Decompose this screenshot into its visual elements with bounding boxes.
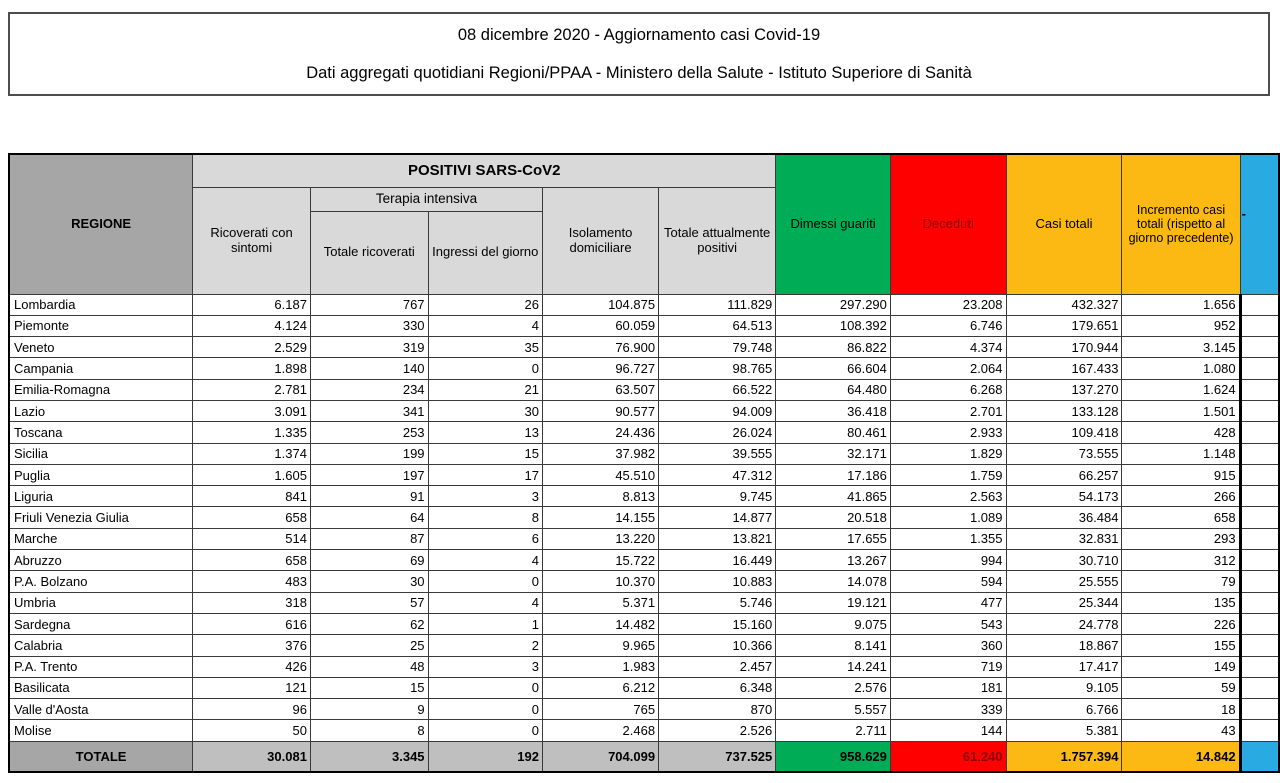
value-cell: 197 [310, 464, 428, 485]
value-cell: 2.526 [659, 720, 776, 741]
value-cell: 9.105 [1006, 677, 1122, 698]
region-name: Basilicata [9, 677, 193, 698]
value-cell: 870 [659, 699, 776, 720]
totale-cut-column-cell [1240, 741, 1279, 772]
value-cell: 8 [310, 720, 428, 741]
value-cell: 2.701 [890, 400, 1006, 421]
value-cell: 167.433 [1006, 358, 1122, 379]
totale-value-cell: 1.757.394 [1006, 741, 1122, 772]
value-cell: 1.898 [193, 358, 311, 379]
value-cell: 57 [310, 592, 428, 613]
region-name: Calabria [9, 635, 193, 656]
totale-value-cell: 704.099 [543, 741, 659, 772]
value-cell: 43 [1122, 720, 1240, 741]
value-cell: 312 [1122, 550, 1240, 571]
totale-value-cell: 14.842 [1122, 741, 1240, 772]
value-cell: 14.877 [659, 507, 776, 528]
region-name: Liguria [9, 486, 193, 507]
value-cell: 2.576 [776, 677, 891, 698]
value-cell: 10.370 [543, 571, 659, 592]
table-row [9, 571, 1279, 592]
value-cell: 1.148 [1122, 443, 1240, 464]
value-cell: 4 [428, 315, 542, 336]
value-cell: 1.624 [1122, 379, 1240, 400]
value-cell: 66.522 [659, 379, 776, 400]
value-cell: 2.563 [890, 486, 1006, 507]
value-cell: 96.727 [543, 358, 659, 379]
value-cell: 1.759 [890, 464, 1006, 485]
value-cell: 135 [1122, 592, 1240, 613]
value-cell: 1.355 [890, 528, 1006, 549]
region-name: Emilia-Romagna [9, 379, 193, 400]
value-cell: 66.257 [1006, 464, 1122, 485]
cut-column-fragment: - [1241, 206, 1246, 221]
value-cell: 18 [1122, 699, 1240, 720]
value-cell: 32.831 [1006, 528, 1122, 549]
cut-column-cell [1240, 571, 1279, 592]
value-cell: 25 [310, 635, 428, 656]
value-cell: 253 [310, 422, 428, 443]
cut-column-cell [1240, 613, 1279, 634]
value-cell: 14.078 [776, 571, 891, 592]
table-row [9, 507, 1279, 528]
table-row [9, 464, 1279, 485]
value-cell: 5.746 [659, 592, 776, 613]
value-cell: 483 [193, 571, 311, 592]
table-row [9, 358, 1279, 379]
totale-row [9, 741, 1279, 772]
value-cell: 2.468 [543, 720, 659, 741]
value-cell: 13.267 [776, 550, 891, 571]
cut-column-cell [1240, 443, 1279, 464]
value-cell: 62 [310, 613, 428, 634]
value-cell: 658 [1122, 507, 1240, 528]
value-cell: 20.518 [776, 507, 891, 528]
value-cell: 6.212 [543, 677, 659, 698]
value-cell: 14.482 [543, 613, 659, 634]
value-cell: 360 [890, 635, 1006, 656]
value-cell: 60.059 [543, 315, 659, 336]
header-isolamento-domiciliare: Isolamento domiciliare [543, 187, 659, 294]
value-cell: 9.075 [776, 613, 891, 634]
value-cell: 66.604 [776, 358, 891, 379]
value-cell: 23.208 [890, 294, 1006, 315]
header-totale-attualmente-positivi: Totale attualmente positivi [659, 187, 776, 294]
value-cell: 19.121 [776, 592, 891, 613]
value-cell: 10.883 [659, 571, 776, 592]
value-cell: 543 [890, 613, 1006, 634]
value-cell: 121 [193, 677, 311, 698]
value-cell: 432.327 [1006, 294, 1122, 315]
region-name: Campania [9, 358, 193, 379]
value-cell: 9.965 [543, 635, 659, 656]
value-cell: 48 [310, 656, 428, 677]
value-cell: 915 [1122, 464, 1240, 485]
region-name: Umbria [9, 592, 193, 613]
value-cell: 25.344 [1006, 592, 1122, 613]
value-cell: 0 [428, 677, 542, 698]
value-cell: 104.875 [543, 294, 659, 315]
table-row [9, 528, 1279, 549]
value-cell: 6 [428, 528, 542, 549]
value-cell: 108.392 [776, 315, 891, 336]
value-cell: 64.480 [776, 379, 891, 400]
value-cell: 426 [193, 656, 311, 677]
value-cell: 45.510 [543, 464, 659, 485]
cut-column-cell [1240, 464, 1279, 485]
value-cell: 181 [890, 677, 1006, 698]
value-cell: 21 [428, 379, 542, 400]
value-cell: 30 [310, 571, 428, 592]
table-row [9, 550, 1279, 571]
cut-column-cell [1240, 486, 1279, 507]
value-cell: 26.024 [659, 422, 776, 443]
cut-column-cell [1240, 528, 1279, 549]
value-cell: 1.080 [1122, 358, 1240, 379]
value-cell: 133.128 [1006, 400, 1122, 421]
value-cell: 1.983 [543, 656, 659, 677]
header-totale-ricoverati: Totale ricoverati [310, 211, 428, 294]
value-cell: 36.418 [776, 400, 891, 421]
value-cell: 179.651 [1006, 315, 1122, 336]
value-cell: 79.748 [659, 337, 776, 358]
value-cell: 17.417 [1006, 656, 1122, 677]
region-name: Molise [9, 720, 193, 741]
value-cell: 30 [428, 400, 542, 421]
value-cell: 14.155 [543, 507, 659, 528]
value-cell: 0 [428, 571, 542, 592]
value-cell: 658 [193, 550, 311, 571]
value-cell: 514 [193, 528, 311, 549]
value-cell: 994 [890, 550, 1006, 571]
value-cell: 5.557 [776, 699, 891, 720]
value-cell: 15.722 [543, 550, 659, 571]
value-cell: 297.290 [776, 294, 891, 315]
value-cell: 26 [428, 294, 542, 315]
value-cell: 14.241 [776, 656, 891, 677]
value-cell: 24.778 [1006, 613, 1122, 634]
value-cell: 330 [310, 315, 428, 336]
value-cell: 94.009 [659, 400, 776, 421]
value-cell: 140 [310, 358, 428, 379]
table-row [9, 613, 1279, 634]
region-name: Valle d'Aosta [9, 699, 193, 720]
table-row [9, 315, 1279, 336]
value-cell: 13.220 [543, 528, 659, 549]
value-cell: 64.513 [659, 315, 776, 336]
totale-label: TOTALE [9, 741, 193, 772]
header-regione: REGIONE [9, 154, 193, 294]
value-cell: 41.865 [776, 486, 891, 507]
cut-column-cell [1240, 379, 1279, 400]
header-dimessi-guariti: Dimessi guariti [776, 154, 891, 294]
value-cell: 30.710 [1006, 550, 1122, 571]
value-cell: 658 [193, 507, 311, 528]
table-row [9, 699, 1279, 720]
header-incremento-casi: Incremento casi totali (rispetto al giorno precedente) [1122, 154, 1240, 294]
region-name: Abruzzo [9, 550, 193, 571]
value-cell: 226 [1122, 613, 1240, 634]
value-cell: 1.656 [1122, 294, 1240, 315]
value-cell: 428 [1122, 422, 1240, 443]
value-cell: 2.064 [890, 358, 1006, 379]
value-cell: 0 [428, 358, 542, 379]
value-cell: 376 [193, 635, 311, 656]
header-terapia-intensiva: Terapia intensiva [310, 187, 542, 211]
value-cell: 149 [1122, 656, 1240, 677]
value-cell: 765 [543, 699, 659, 720]
region-name: Lazio [9, 400, 193, 421]
value-cell: 3.091 [193, 400, 311, 421]
value-cell: 477 [890, 592, 1006, 613]
value-cell: 69 [310, 550, 428, 571]
region-name: P.A. Bolzano [9, 571, 193, 592]
value-cell: 6.187 [193, 294, 311, 315]
value-cell: 39.555 [659, 443, 776, 464]
value-cell: 0 [428, 699, 542, 720]
value-cell: 4.124 [193, 315, 311, 336]
cut-column-cell [1240, 507, 1279, 528]
value-cell: 5.381 [1006, 720, 1122, 741]
value-cell: 63.507 [543, 379, 659, 400]
table-row [9, 677, 1279, 698]
value-cell: 17 [428, 464, 542, 485]
value-cell: 4.374 [890, 337, 1006, 358]
value-cell: 2.933 [890, 422, 1006, 443]
cut-column-cell [1240, 422, 1279, 443]
table-row [9, 379, 1279, 400]
value-cell: 266 [1122, 486, 1240, 507]
value-cell: 86.822 [776, 337, 891, 358]
value-cell: 0 [428, 720, 542, 741]
value-cell: 96 [193, 699, 311, 720]
value-cell: 36.484 [1006, 507, 1122, 528]
cut-column-cell [1240, 315, 1279, 336]
value-cell: 8.141 [776, 635, 891, 656]
table-row [9, 422, 1279, 443]
table-row [9, 635, 1279, 656]
value-cell: 339 [890, 699, 1006, 720]
value-cell: 9.745 [659, 486, 776, 507]
region-name: Piemonte [9, 315, 193, 336]
cut-column-cell [1240, 677, 1279, 698]
value-cell: 6.348 [659, 677, 776, 698]
value-cell: 767 [310, 294, 428, 315]
value-cell: 59 [1122, 677, 1240, 698]
value-cell: 79 [1122, 571, 1240, 592]
region-name: Sardegna [9, 613, 193, 634]
value-cell: 90.577 [543, 400, 659, 421]
header-deceduti: Deceduti [890, 154, 1006, 294]
value-cell: 10.366 [659, 635, 776, 656]
table-row [9, 443, 1279, 464]
value-cell: 13.821 [659, 528, 776, 549]
value-cell: 137.270 [1006, 379, 1122, 400]
value-cell: 15 [310, 677, 428, 698]
table-row [9, 294, 1279, 315]
value-cell: 1.829 [890, 443, 1006, 464]
cut-column-cell [1240, 720, 1279, 741]
value-cell: 50 [193, 720, 311, 741]
value-cell: 3 [428, 656, 542, 677]
table-row [9, 592, 1279, 613]
header-casi-totali: Casi totali [1006, 154, 1122, 294]
value-cell: 3 [428, 486, 542, 507]
cut-column-cell [1240, 358, 1279, 379]
value-cell: 9 [310, 699, 428, 720]
region-name: P.A. Trento [9, 656, 193, 677]
totale-value-cell: 3.345 [310, 741, 428, 772]
value-cell: 719 [890, 656, 1006, 677]
table-body [9, 294, 1279, 772]
table-row [9, 656, 1279, 677]
value-cell: 25.555 [1006, 571, 1122, 592]
cut-column-cell [1240, 400, 1279, 421]
region-name: Marche [9, 528, 193, 549]
value-cell: 80.461 [776, 422, 891, 443]
value-cell: 2.781 [193, 379, 311, 400]
region-name: Puglia [9, 464, 193, 485]
totale-value-cell: 192 [428, 741, 542, 772]
header-cut-column [1240, 154, 1279, 294]
cut-column-cell [1240, 656, 1279, 677]
value-cell: 1.335 [193, 422, 311, 443]
value-cell: 234 [310, 379, 428, 400]
value-cell: 293 [1122, 528, 1240, 549]
value-cell: 6.268 [890, 379, 1006, 400]
region-name: Sicilia [9, 443, 193, 464]
cut-column-cell [1240, 635, 1279, 656]
region-name: Veneto [9, 337, 193, 358]
value-cell: 18.867 [1006, 635, 1122, 656]
value-cell: 15 [428, 443, 542, 464]
value-cell: 1.089 [890, 507, 1006, 528]
cut-column-cell [1240, 550, 1279, 571]
title-box [8, 12, 1270, 96]
covid-regions-table [8, 153, 1280, 773]
value-cell: 8 [428, 507, 542, 528]
value-cell: 319 [310, 337, 428, 358]
value-cell: 2.711 [776, 720, 891, 741]
value-cell: 4 [428, 592, 542, 613]
value-cell: 2 [428, 635, 542, 656]
totale-value-cell: 737.525 [659, 741, 776, 772]
value-cell: 111.829 [659, 294, 776, 315]
table-row [9, 720, 1279, 741]
table-row [9, 486, 1279, 507]
value-cell: 1.374 [193, 443, 311, 464]
value-cell: 98.765 [659, 358, 776, 379]
value-cell: 1.605 [193, 464, 311, 485]
value-cell: 17.655 [776, 528, 891, 549]
value-cell: 2.457 [659, 656, 776, 677]
value-cell: 87 [310, 528, 428, 549]
totale-value-cell: 61.240 [890, 741, 1006, 772]
value-cell: 16.449 [659, 550, 776, 571]
value-cell: 37.982 [543, 443, 659, 464]
value-cell: 32.171 [776, 443, 891, 464]
value-cell: 3.145 [1122, 337, 1240, 358]
value-cell: 73.555 [1006, 443, 1122, 464]
cut-column-cell [1240, 337, 1279, 358]
value-cell: 594 [890, 571, 1006, 592]
header-ricoverati-con-sintomi: Ricoverati con sintomi [193, 187, 311, 294]
value-cell: 15.160 [659, 613, 776, 634]
value-cell: 64 [310, 507, 428, 528]
region-name: Lombardia [9, 294, 193, 315]
value-cell: 1.501 [1122, 400, 1240, 421]
value-cell: 5.371 [543, 592, 659, 613]
region-name: Toscana [9, 422, 193, 443]
region-name: Friuli Venezia Giulia [9, 507, 193, 528]
table-header [9, 154, 1279, 294]
title-line-date: 08 dicembre 2020 - Aggiornamento casi Covid-19 [457, 26, 821, 44]
value-cell: 13 [428, 422, 542, 443]
value-cell: 170.944 [1006, 337, 1122, 358]
value-cell: 47.312 [659, 464, 776, 485]
value-cell: 6.746 [890, 315, 1006, 336]
value-cell: 24.436 [543, 422, 659, 443]
totale-value-cell: 30.081 [193, 741, 311, 772]
value-cell: 144 [890, 720, 1006, 741]
value-cell: 17.186 [776, 464, 891, 485]
value-cell: 8.813 [543, 486, 659, 507]
value-cell: 952 [1122, 315, 1240, 336]
value-cell: 616 [193, 613, 311, 634]
cut-column-cell [1240, 699, 1279, 720]
value-cell: 2.529 [193, 337, 311, 358]
value-cell: 91 [310, 486, 428, 507]
value-cell: 35 [428, 337, 542, 358]
table-row [9, 400, 1279, 421]
value-cell: 199 [310, 443, 428, 464]
value-cell: 109.418 [1006, 422, 1122, 443]
table-row [9, 337, 1279, 358]
totale-value-cell: 958.629 [776, 741, 891, 772]
value-cell: 1 [428, 613, 542, 634]
value-cell: 341 [310, 400, 428, 421]
value-cell: 76.900 [543, 337, 659, 358]
value-cell: 318 [193, 592, 311, 613]
value-cell: 6.766 [1006, 699, 1122, 720]
header-positivi-sars-cov2: POSITIVI SARS-CoV2 [193, 154, 776, 187]
title-line-source: Dati aggregati quotidiani Regioni/PPAA - Ministero della Salute - Istituto Superiore di Sanità [306, 63, 972, 82]
value-cell: 841 [193, 486, 311, 507]
header-ingressi-del-giorno: Ingressi del giorno [428, 211, 542, 294]
value-cell: 4 [428, 550, 542, 571]
cut-column-cell [1240, 294, 1279, 315]
cut-column-cell [1240, 592, 1279, 613]
value-cell: 155 [1122, 635, 1240, 656]
value-cell: 54.173 [1006, 486, 1122, 507]
